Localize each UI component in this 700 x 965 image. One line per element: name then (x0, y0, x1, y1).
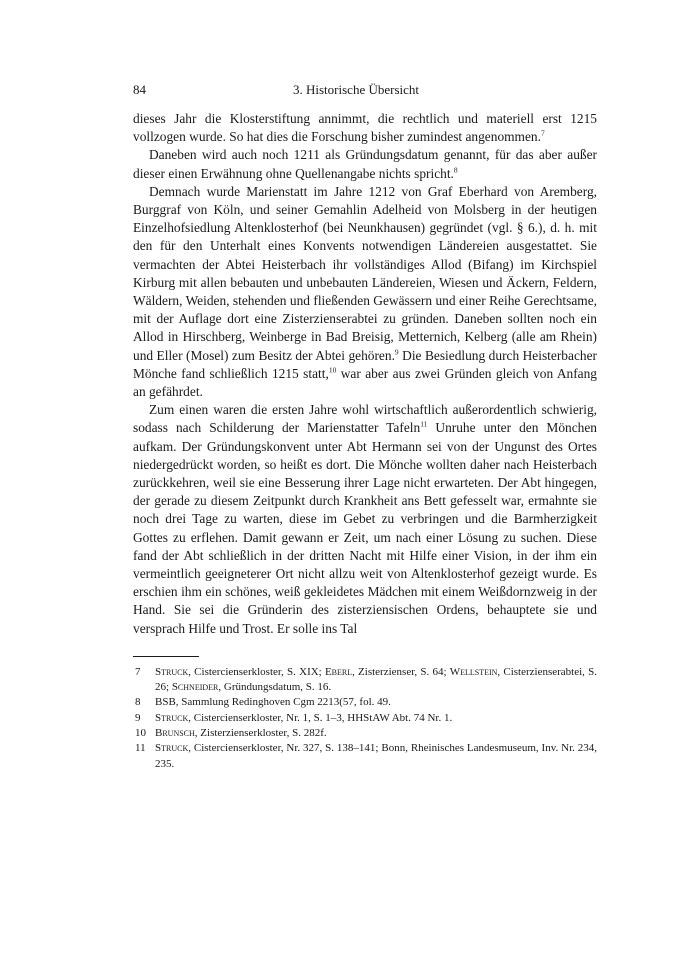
footnote-number: 8 (135, 696, 141, 709)
author-name: Struck (155, 665, 189, 678)
paragraph-2 (133, 146, 597, 182)
footnote-text (155, 711, 597, 726)
text-run: , Cistercienserkloster, Nr. 1, S. 1–3, HHStAW Abt. 74 Nr. 1. (188, 711, 453, 724)
text-run: Daneben wird auch noch 1211 als Gründungsdatum genannt, für das aber außer dieser einen Erwähnung ohne Quellenangabe nichts spricht. (133, 147, 597, 181)
book-page (133, 82, 597, 772)
footnote-number: 11 (135, 742, 146, 755)
footnote (133, 726, 597, 741)
paragraph-3 (133, 183, 597, 401)
footnote-text (155, 726, 597, 741)
chapter-title: 3. Historische Übersicht (293, 82, 420, 97)
footnote-ref: 10 (328, 365, 337, 375)
footnote-text (155, 741, 597, 772)
text-run: Demnach wurde Marienstatt im Jahre 1212 von Graf Eberhard von Aremberg, Burggraf von Köln, und seiner Gemahlin Adelheid von Molsberg in der heutigen Einzelhofsiedlung Altenklosterhof (bei Neunkhausen) gegründet (vgl. § 6.), d. h. mit den für den Unterhalt eines Konvents notwendigen Ländereien ausgestattet. Sie vermachten der Abtei Heisterbach ihr vollständiges Allod (Bifang) im Kirchspiel Kirburg mit allen bebauten und unbebauten Ländereien, Wiesen und Äckern, Feldern, Wäldern, Weiden, stehenden und fließenden Gewässern und einer Reihe Gerechtsame, mit der Auflage dort eine Zisterzienserabtei zu gründen. Daneben sollten noch ein Allod in Hirschberg, Weinberge in Bad Breisig, Metternich, Kelberg (alle am Rhein) und Eller (Mosel) zum Besitz der Abtei gehören. (133, 183, 597, 363)
page-number: 84 (133, 82, 146, 97)
author-name: Brunsch (155, 727, 195, 740)
footnote-text (155, 695, 597, 710)
footnote (133, 695, 597, 710)
footnote (133, 665, 597, 696)
footnote (133, 741, 597, 772)
footnote (133, 711, 597, 726)
author-name: Struck (155, 711, 189, 724)
footnote-ref: 9 (394, 347, 399, 357)
author-name: Schneider (171, 681, 219, 694)
text-run: BSB, Sammlung Redinghoven Cgm 2213(57, fol. 49. (155, 696, 391, 709)
author-name: Wellstein (449, 665, 498, 678)
text-run: , Cisterzienserabtei, S. 26; (155, 665, 597, 694)
footnote-ref: 8 (453, 165, 458, 175)
footnote-number: 9 (135, 711, 141, 724)
text-run: Unruhe unter den Mönchen aufkam. Der Gründungskonvent unter Abt Hermann sei von der Ungunst des Ortes niedergedrückt worden, so heißt es dort. Die Mönche wollten daher nach Heisterbach zurückkehren, weil sie eine Besserung ihrer Lage nicht erwarteten. Der Abt hingegen, der gerade zu diesem Zeitpunkt durch Krankheit ans Bett gefesselt war, ermahnte sie noch drei Tage zu warten, diese im Gebet zu verbringen und die Barmherzigkeit Gottes zu erflehen. Damit gewann er Zeit, um nach einer Lösung zu suchen. Diese fand der Abt schließlich in der dritten Nacht mit Hilfe einer Vision, in der ihm ein vermeintlich geeigneterer Ort nicht allzu weit von Altenklosterhof gezeigt wurde. Es erschien ihm ein schönes, weiß gekleidetes Mädchen mit einem Weißdornzweig in der Hand. Sie sei die Gründerin des zisterziensischen Ordens, behauptete sie und versprach Hilfe und Trost. Er solle ins Tal (133, 420, 597, 636)
text-run: , Cistercienserkloster, S. XIX; (188, 665, 325, 678)
paragraph-1 (133, 110, 597, 146)
text-run: Die Besiedlung durch Heisterbacher Mönche fand schließlich 1215 statt, (133, 347, 597, 381)
text-run: , Zisterzienserkloster, S. 282f. (194, 727, 327, 740)
footnotes (133, 665, 597, 772)
author-name: Struck (155, 742, 189, 755)
author-name: Eberl (324, 665, 353, 678)
paragraph-4 (133, 401, 597, 638)
footnote-divider (133, 656, 199, 657)
text-run: , Cistercienserkloster, Nr. 327, S. 138–141; Bonn, Rheinisches Landesmuseum, Inv. Nr. 234, 235. (155, 742, 597, 770)
text-run: war aber aus zwei Gründen gleich von Anfang an gefährdet. (133, 365, 597, 400)
main-text (133, 110, 597, 638)
running-header (133, 82, 597, 104)
text-run: Zum einen waren die ersten Jahre wohl wirtschaftlich außerordentlich schwierig, sodass nach Schilderung der Marienstatter Tafeln (133, 402, 597, 436)
footnote-ref: 11 (420, 419, 428, 429)
footnote-text (155, 665, 597, 696)
text-run: dieses Jahr die Klosterstiftung annimmt, die rechtlich und materiell erst 1215 vollzogen wurde. So hat dies die Forschung bisher zumindest angenommen. (133, 111, 597, 145)
footnote-number: 7 (135, 665, 141, 678)
text-run: , Zisterzienser, S. 64; (352, 665, 450, 678)
footnote-number: 10 (135, 727, 146, 740)
text-run: , Gründungsdatum, S. 16. (218, 681, 332, 694)
footnote-ref: 7 (540, 128, 545, 138)
